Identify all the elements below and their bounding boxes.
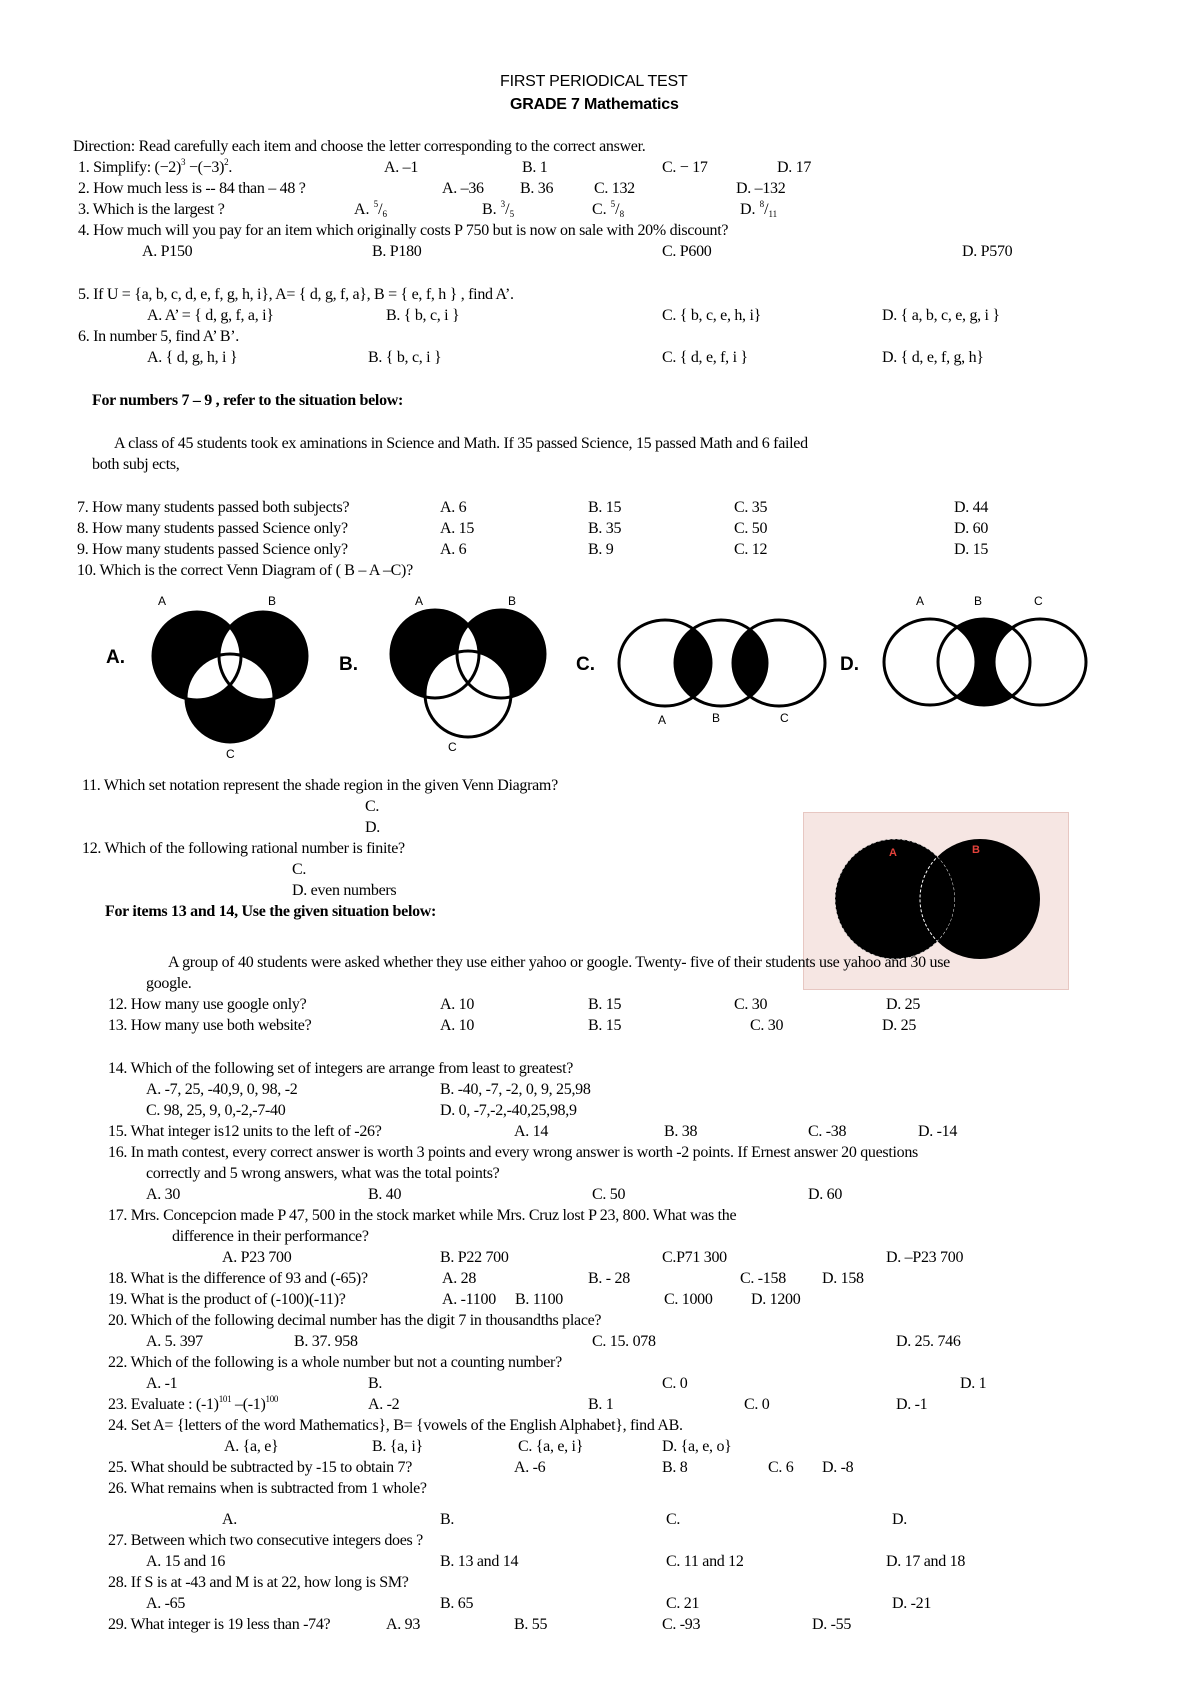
q20-option-c: C. 15. 078 — [592, 1333, 656, 1350]
q3-a-den: 6 — [382, 209, 388, 219]
q22-stem: 22. Which of the following is a whole number but not a counting number? — [108, 1354, 562, 1371]
q20-option-d: D. 25. 746 — [896, 1333, 961, 1350]
q23-exp2: 100 — [265, 1394, 279, 1404]
q19-option-a: A. -1100 — [442, 1291, 496, 1308]
venn-diagram-option-a — [140, 610, 320, 745]
q4-option-b: B. P180 — [372, 243, 422, 260]
venn-diagram-option-d — [880, 616, 1092, 708]
q23-option-a: A. -2 — [368, 1396, 400, 1413]
q2-option-a: A. –36 — [442, 180, 484, 197]
q3-d-den: 11 — [768, 209, 778, 219]
q19-stem: 19. What is the product of (-100)(-11)? — [108, 1291, 346, 1308]
q17-option-c: C.P71 300 — [662, 1249, 727, 1266]
q8-stem: 8. How many students passed Science only? — [77, 520, 348, 537]
q16-option-b: B. 40 — [368, 1186, 402, 1203]
q23-exp1: 101 — [218, 1394, 232, 1404]
q19-option-c: C. 1000 — [664, 1291, 713, 1308]
q3-b-den: 5 — [509, 209, 515, 219]
q28-option-c: C. 21 — [666, 1595, 700, 1612]
q3-b-letter: B. — [482, 201, 501, 218]
q25-option-c: C. 6 — [768, 1459, 794, 1476]
q1-stem-c: . — [228, 159, 233, 176]
q13-stem: 13. How many use both website? — [108, 1017, 312, 1034]
q13-option-b: B. 15 — [588, 1017, 622, 1034]
q2-option-b: B. 36 — [520, 180, 554, 197]
q1-option-b: B. 1 — [522, 159, 548, 176]
q8-option-d: D. 60 — [954, 520, 989, 537]
q6-option-d: D. { d, e, f, g, h} — [882, 349, 984, 366]
q3-c-den: 8 — [619, 209, 625, 219]
q17-option-d: D. –P23 700 — [886, 1249, 964, 1266]
shaded-venn-label-b: B — [972, 844, 980, 856]
q3-c-letter: C. — [592, 201, 611, 218]
q7-option-b: B. 15 — [588, 499, 622, 516]
q10-stem: 10. Which is the correct Venn Diagram of ( B – A –C)? — [77, 562, 413, 579]
q3-option-c: C. $^5/_8$ — [592, 199, 625, 219]
situation-1-line1: A class of 45 students took ex aminations in Science and Math. If 35 passed Science, 15 passed Math and 6 failed — [114, 435, 808, 452]
shaded-venn-label-a: A — [889, 847, 897, 859]
q3-a-letter: A. — [354, 201, 374, 218]
q22-option-d: D. 1 — [960, 1375, 987, 1392]
q3-option-d: D. $^8/_{11}$ — [740, 199, 778, 219]
q28-option-a: A. -65 — [146, 1595, 186, 1612]
q19-option-b: B. 1100 — [515, 1291, 563, 1308]
q3-d-num: 8 — [759, 199, 765, 209]
q12-google-option-c: C. 30 — [734, 996, 768, 1013]
venn-a-label-c: C — [226, 747, 235, 761]
q26-stem: 26. What remains when is subtracted from 1 whole? — [108, 1480, 427, 1497]
q25-stem: 25. What should be subtracted by -15 to obtain 7? — [108, 1459, 413, 1476]
q13-option-d: D. 25 — [882, 1017, 917, 1034]
q15-option-c: C. -38 — [808, 1123, 847, 1140]
q16-option-a: A. 30 — [146, 1186, 181, 1203]
q3-c-num: 5 — [610, 199, 616, 209]
q22-option-a: A. -1 — [146, 1375, 178, 1392]
q4-option-d: D. P570 — [962, 243, 1013, 260]
situation-2-heading: For items 13 and 14, Use the given situation below: — [105, 903, 437, 920]
q28-option-b: B. 65 — [440, 1595, 474, 1612]
q8-option-c: C. 50 — [734, 520, 768, 537]
q6-option-c: C. { d, e, f, i } — [662, 349, 748, 366]
q14-option-b: B. -40, -7, -2, 0, 9, 25,98 — [440, 1081, 591, 1098]
venn-c-option-letter: C. — [576, 654, 595, 675]
q3-b-num: 3 — [500, 199, 506, 209]
q3-a-num: 5 — [373, 199, 379, 209]
q24-stem: 24. Set A= {letters of the word Mathematics}, B= {vowels of the English Alphabet}, find AB. — [108, 1417, 683, 1434]
q17-stem-line2: difference in their performance? — [172, 1228, 369, 1245]
q12-google-stem: 12. How many use google only? — [108, 996, 307, 1013]
q14-option-c: C. 98, 25, 9, 0,-2,-7-40 — [146, 1102, 286, 1119]
q26-option-c: C. — [666, 1511, 681, 1528]
q27-stem: 27. Between which two consecutive integers does ? — [108, 1532, 423, 1549]
q7-stem: 7. How many students passed both subjects? — [77, 499, 350, 516]
q25-option-a: A. -6 — [514, 1459, 546, 1476]
venn-d-label-b: B — [974, 594, 983, 608]
q12-google-option-a: A. 10 — [440, 996, 475, 1013]
q12-google-option-d: D. 25 — [886, 996, 921, 1013]
q8-option-a: A. 15 — [440, 520, 475, 537]
q27-option-a: A. 15 and 16 — [146, 1553, 226, 1570]
q12-finite-option-c: C. — [292, 861, 307, 878]
q17-option-b: B. P22 700 — [440, 1249, 509, 1266]
q5-option-a: A. A’ = { d, g, f, a, i} — [147, 307, 274, 324]
venn-diagram-option-b — [378, 610, 558, 740]
q25-option-d: D. -8 — [822, 1459, 854, 1476]
q1-stem — [78, 158, 232, 178]
q1-option-d: D. 17 — [777, 159, 812, 176]
q6-stem: 6. In number 5, find A’ B’. — [78, 328, 239, 345]
q16-stem-line1: 16. In math contest, every correct answer is worth 3 points and every wrong answer is worth -2 points. If Ernest answer 20 questions — [108, 1144, 918, 1161]
q2-option-c: C. 132 — [594, 180, 635, 197]
q11-option-c: C. — [365, 798, 380, 815]
q14-stem: 14. Which of the following set of integers are arrange from least to greatest? — [108, 1060, 574, 1077]
situation-2-line1: A group of 40 students were asked whether they use either yahoo or google. Twenty- five of their students use yahoo and 30 use — [168, 954, 950, 971]
venn-d-option-letter: D. — [840, 654, 859, 675]
q12-finite-option-d: D. even numbers — [292, 882, 397, 899]
venn-a-label-a: A — [158, 594, 167, 608]
q2-stem: 2. How much less is -- 84 than – 48 ? — [78, 180, 306, 197]
q23-stem-b: –(-1) — [231, 1396, 266, 1413]
q24-option-b: B. {a, i} — [372, 1438, 423, 1455]
q29-stem: 29. What integer is 19 less than -74? — [108, 1616, 331, 1633]
test-subtitle: GRADE 7 Mathematics — [510, 96, 679, 113]
q3-option-a: A. $^5/_6$ — [354, 199, 388, 219]
q6-option-a: A. { d, g, h, i } — [147, 349, 238, 366]
q5-option-b: B. { b, c, i } — [386, 307, 460, 324]
q18-option-d: D. 158 — [822, 1270, 864, 1287]
q20-stem: 20. Which of the following decimal number has the digit 7 in thousandths place? — [108, 1312, 602, 1329]
q1-stem-b: −(−3) — [185, 159, 225, 176]
q1-exp1: 3 — [181, 157, 186, 167]
q11-option-d: D. — [365, 819, 380, 836]
q27-option-b: B. 13 and 14 — [440, 1553, 519, 1570]
q18-option-c: C. -158 — [740, 1270, 786, 1287]
q12-finite-stem: 12. Which of the following rational number is finite? — [82, 840, 405, 857]
test-title: FIRST PERIODICAL TEST — [500, 73, 688, 90]
venn-c-label-a: A — [658, 713, 667, 727]
q14-option-a: A. -7, 25, -40,9, 0, 98, -2 — [146, 1081, 298, 1098]
q15-option-d: D. -14 — [918, 1123, 958, 1140]
venn-d-label-c: C — [1034, 594, 1043, 608]
q1-option-c: C. − 17 — [662, 159, 708, 176]
q7-option-c: C. 35 — [734, 499, 768, 516]
q4-option-a: A. P150 — [142, 243, 193, 260]
q15-option-a: A. 14 — [514, 1123, 549, 1140]
situation-2-line2: google. — [146, 975, 192, 992]
situation-1-line2: both subj ects, — [92, 456, 180, 473]
q17-option-a: A. P23 700 — [222, 1249, 292, 1266]
q3-d-letter: D. — [740, 201, 760, 218]
q13-option-c: C. 30 — [750, 1017, 784, 1034]
q25-option-b: B. 8 — [662, 1459, 688, 1476]
q29-option-a: A. 93 — [386, 1616, 421, 1633]
q20-option-a: A. 5. 397 — [146, 1333, 203, 1350]
q7-option-a: A. 6 — [440, 499, 467, 516]
q13-option-a: A. 10 — [440, 1017, 475, 1034]
q26-option-d: D. — [892, 1511, 907, 1528]
situation-1-heading: For numbers 7 – 9 , refer to the situation below: — [92, 392, 404, 409]
q27-option-c: C. 11 and 12 — [666, 1553, 744, 1570]
q1-stem-a: 1. Simplify: (−2) — [78, 159, 182, 176]
q28-stem: 28. If S is at -43 and M is at 22, how long is SM? — [108, 1574, 409, 1591]
q26-option-a: A. — [222, 1511, 237, 1528]
q3-stem: 3. Which is the largest ? — [78, 201, 225, 218]
q16-option-d: D. 60 — [808, 1186, 843, 1203]
q9-option-d: D. 15 — [954, 541, 989, 558]
q9-option-a: A. 6 — [440, 541, 467, 558]
q23-stem — [108, 1395, 278, 1415]
q5-stem: 5. If U = {a, b, c, d, e, f, g, h, i}, A= { d, g, f, a}, B = { e, f, h } , find A’. — [78, 286, 514, 303]
q5-option-c: C. { b, c, e, h, i} — [662, 307, 761, 324]
venn-c-label-b: B — [712, 711, 721, 725]
q24-option-a: A. {a, e} — [224, 1438, 279, 1455]
q19-option-d: D. 1200 — [751, 1291, 801, 1308]
q18-option-a: A. 28 — [442, 1270, 477, 1287]
q22-option-c: C. 0 — [662, 1375, 688, 1392]
q5-option-d: D. { a, b, c, e, g, i } — [882, 307, 1000, 324]
q8-option-b: B. 35 — [588, 520, 622, 537]
q23-option-b: B. 1 — [588, 1396, 614, 1413]
venn-b-label-c: C — [448, 740, 457, 754]
q9-stem: 9. How many students passed Science only? — [77, 541, 348, 558]
q15-stem: 15. What integer is12 units to the left of -26? — [108, 1123, 382, 1140]
q12-google-option-b: B. 15 — [588, 996, 622, 1013]
q22-option-b: B. — [368, 1375, 383, 1392]
venn-b-label-b: B — [508, 594, 517, 608]
q23-option-c: C. 0 — [744, 1396, 770, 1413]
q14-option-d: D. 0, -7,-2,-40,25,98,9 — [440, 1102, 577, 1119]
venn-a-label-b: B — [268, 594, 277, 608]
q11-stem: 11. Which set notation represent the shade region in the given Venn Diagram? — [82, 777, 558, 794]
q27-option-d: D. 17 and 18 — [886, 1553, 966, 1570]
q24-option-c: C. {a, e, i} — [518, 1438, 584, 1455]
q26-option-b: B. — [440, 1511, 455, 1528]
q29-option-b: B. 55 — [514, 1616, 548, 1633]
q18-option-b: B. - 28 — [588, 1270, 630, 1287]
q20-option-b: B. 37. 958 — [294, 1333, 358, 1350]
q2-option-d: D. –132 — [736, 180, 786, 197]
q29-option-d: D. -55 — [812, 1616, 852, 1633]
q4-option-c: C. P600 — [662, 243, 712, 260]
venn-c-label-c: C — [780, 711, 789, 725]
q1-option-a: A. –1 — [384, 159, 419, 176]
q7-option-d: D. 44 — [954, 499, 989, 516]
venn-diagram-option-c — [617, 618, 829, 708]
q16-stem-line2: correctly and 5 wrong answers, what was the total points? — [146, 1165, 500, 1182]
q23-option-d: D. -1 — [896, 1396, 928, 1413]
q24-option-d: D. {a, e, o} — [662, 1438, 732, 1455]
venn-b-label-a: A — [415, 594, 424, 608]
venn-a-option-letter: A. — [106, 647, 125, 668]
venn-b-option-letter: B. — [339, 654, 358, 675]
q9-option-c: C. 12 — [734, 541, 768, 558]
q6-option-b: B. { b, c, i } — [368, 349, 442, 366]
q16-option-c: C. 50 — [592, 1186, 626, 1203]
q4-stem: 4. How much will you pay for an item which originally costs P 750 but is now on sale with 20% discount? — [78, 222, 729, 239]
venn-d-label-a: A — [916, 594, 925, 608]
q18-stem: 18. What is the difference of 93 and (-65)? — [108, 1270, 368, 1287]
q1-exp2: 2 — [224, 157, 229, 167]
q3-option-b: B. $^3/_5$ — [482, 199, 515, 219]
q23-stem-a: 23. Evaluate : (-1) — [108, 1396, 219, 1413]
q28-option-d: D. -21 — [892, 1595, 932, 1612]
q17-stem-line1: 17. Mrs. Concepcion made P 47, 500 in the stock market while Mrs. Cruz lost P 23, 800. What was the — [108, 1207, 737, 1224]
directions: Direction: Read carefully each item and choose the letter corresponding to the correct answer. — [73, 138, 646, 155]
q9-option-b: B. 9 — [588, 541, 614, 558]
shaded-venn-diagram — [830, 836, 1045, 961]
q29-option-c: C. -93 — [662, 1616, 701, 1633]
q15-option-b: B. 38 — [664, 1123, 698, 1140]
